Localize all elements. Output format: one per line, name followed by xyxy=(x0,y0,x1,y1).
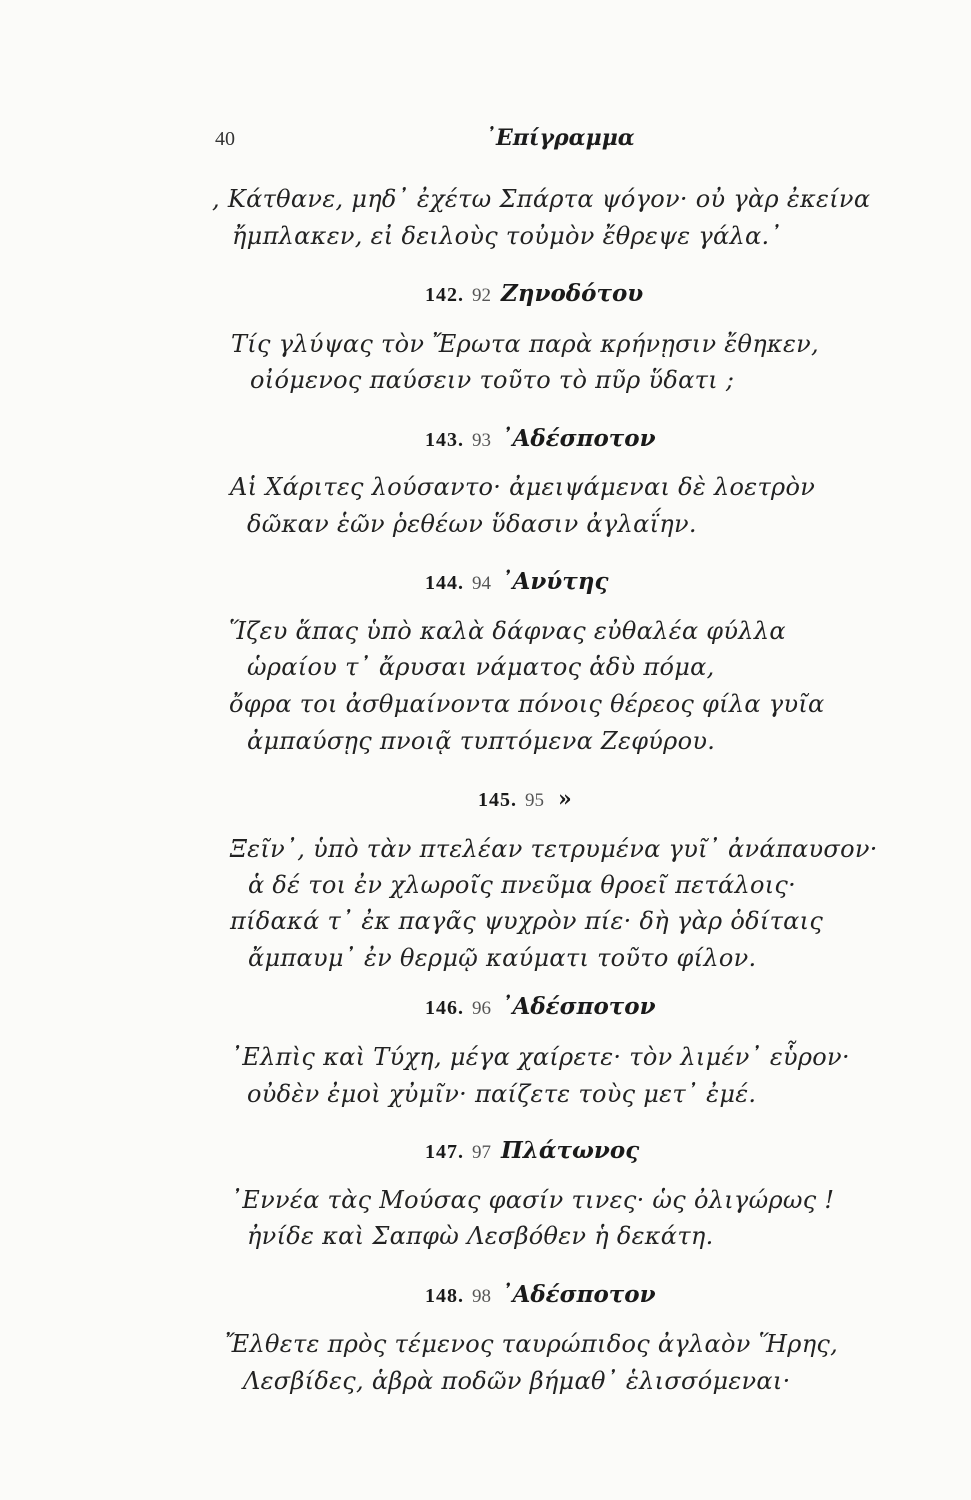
epigram-author: ᾿Ανύτης xyxy=(501,568,609,595)
epigram-number: 148. xyxy=(425,1285,464,1307)
verse-line: ἤμπλακεν, εἰ δειλοὺς τοὐμὸν ἔθρεψε γάλα.᾿ xyxy=(232,222,782,250)
epigram-heading xyxy=(425,425,656,452)
epigram-number: 144. xyxy=(425,572,464,594)
epigram-ref: 98 xyxy=(472,1286,491,1307)
verse-line: δῶκαν ἑῶν ῥεθέων ὕδασιν ἀγλαΐην. xyxy=(247,510,697,538)
epigram-heading xyxy=(425,1137,639,1164)
verse-line: ᾿Ελπὶς καὶ Τύχη, μέγα χαίρετε· τὸν λιμέν᾿ εὗρον· xyxy=(230,1043,850,1071)
verse-line: πίδακά τ᾿ ἐκ παγᾶς ψυχρὸν πίε· δὴ γὰρ ὁδίταις xyxy=(230,907,824,935)
epigram-number: 142. xyxy=(425,284,464,306)
verse-line: Ξεῖν᾿, ὑπὸ τὰν πτελέαν τετρυμένα γυῖ᾿ ἀνάπαυσον· xyxy=(230,835,878,863)
epigram-heading xyxy=(425,280,643,307)
verse-line: ἄμπαυμ᾿ ἐν θερμῷ καύματι τοῦτο φίλον. xyxy=(248,944,757,972)
epigram-author: Πλάτωνος xyxy=(501,1137,640,1164)
epigram-author: ᾿Αδέσποτον xyxy=(501,1281,656,1308)
epigram-number: 143. xyxy=(425,429,464,451)
verse-line: Λεσβίδες, ἁβρὰ ποδῶν βήμαθ᾿ ἑλισσόμεναι· xyxy=(243,1367,791,1395)
epigram-ref: 94 xyxy=(472,573,491,594)
epigram-heading xyxy=(425,993,656,1020)
verse-line: ἠνίδε καὶ Σαπφὼ Λεσβόθεν ἡ δεκάτη. xyxy=(247,1222,714,1250)
verse-line: ὡραίου τ᾿ ἄρυσαι νάματος ἁδὺ πόμα, xyxy=(247,653,715,681)
epigram-number: 146. xyxy=(425,997,464,1019)
page-number: 40 xyxy=(215,128,235,150)
epigram-author: ᾿Αδέσποτον xyxy=(501,425,656,452)
verse-line: Ἵζευ ἅπας ὑπὸ καλὰ δάφνας εὐθαλέα φύλλα xyxy=(229,617,786,645)
epigram-heading xyxy=(478,786,572,812)
epigram-heading xyxy=(425,568,608,595)
epigram-ref: 97 xyxy=(472,1142,491,1163)
epigram-ref: 93 xyxy=(472,430,491,451)
epigram-ref: 92 xyxy=(472,285,491,306)
verse-line: ἁ δέ τοι ἐν χλωροῖς πνεῦμα θροεῖ πετάλοις· xyxy=(248,871,797,899)
verse-line: Τίς γλύψας τὸν Ἔρωτα παρὰ κρήνῃσιν ἔθηκεν, xyxy=(231,330,819,358)
epigram-author: Ζηνοδότου xyxy=(501,280,644,307)
running-title: ᾿Επίγραμμα xyxy=(485,125,635,151)
epigram-heading xyxy=(425,1281,656,1308)
verse-line: ὄφρα τοι ἀσθμαίνοντα πόνοις θέρεος φίλα γυῖα xyxy=(229,690,825,718)
epigram-ref: 95 xyxy=(525,790,544,811)
ditto-mark: » xyxy=(558,786,572,812)
verse-line: οὐδὲν ἐμοὶ χὐμῖν· παίζετε τοὺς μετ᾿ ἐμέ. xyxy=(247,1080,757,1108)
verse-line: οἰόμενος παύσειν τοῦτο τὸ πῦρ ὕδατι ; xyxy=(250,366,735,394)
verse-line: ᾿Εννέα τὰς Μούσας φασίν τινες· ὡς ὀλιγώρως ! xyxy=(230,1186,835,1214)
epigram-number: 147. xyxy=(425,1141,464,1163)
verse-line: ἀμπαύσῃς πνοιᾷ τυπτόμενα Ζεφύρου. xyxy=(247,727,716,755)
epigram-author: ᾿Αδέσποτον xyxy=(501,993,656,1020)
verse-line: , Κάτθανε, μηδ᾿ ἐχέτω Σπάρτα ψόγον· οὐ γὰρ ἐκείνα xyxy=(212,185,871,213)
verse-line: Αἱ Χάριτες λούσαντο· ἀμειψάμεναι δὲ λοετρὸν xyxy=(230,473,816,501)
epigram-ref: 96 xyxy=(472,998,491,1019)
verse-line: Ἔλθετε πρὸς τέμενος ταυρώπιδος ἀγλαὸν Ἥρης, xyxy=(225,1330,839,1358)
epigram-number: 145. xyxy=(478,789,517,811)
